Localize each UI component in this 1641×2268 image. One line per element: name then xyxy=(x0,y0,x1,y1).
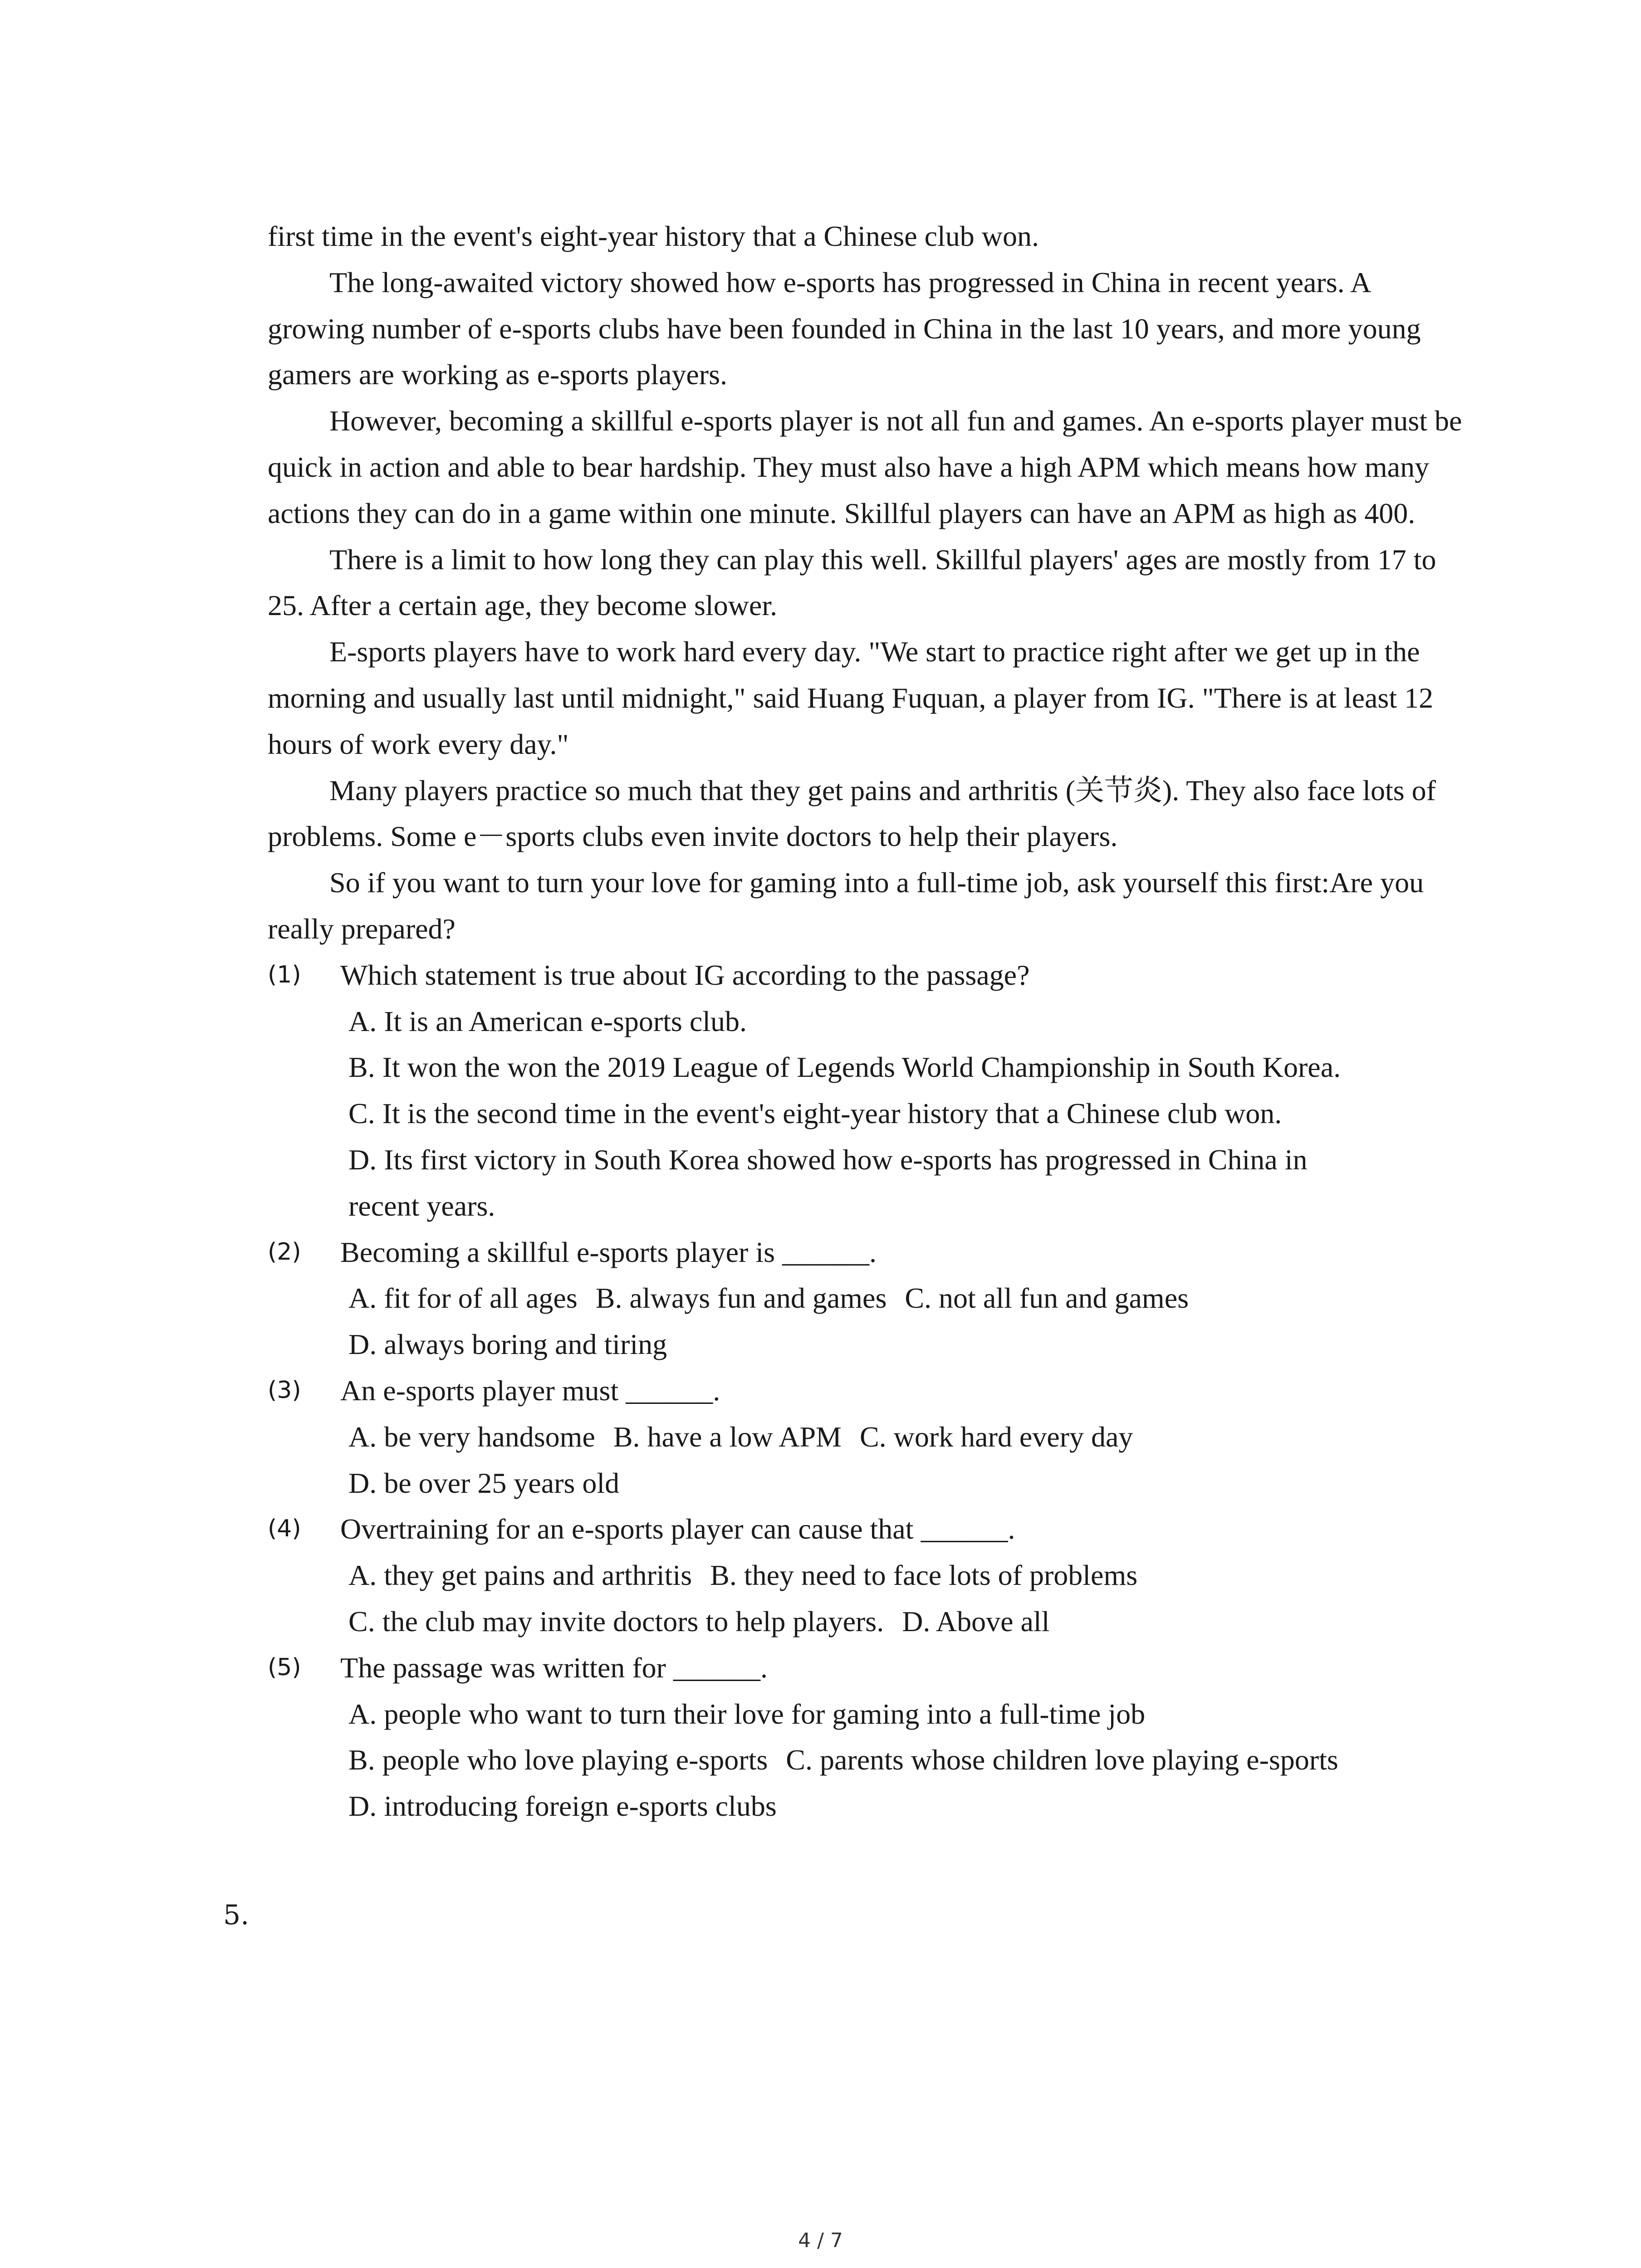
answer-option: A. be very handsome xyxy=(348,1420,595,1453)
question-stem xyxy=(268,1645,1465,1691)
answer-option: D. Above all xyxy=(902,1605,1050,1637)
answer-options-row xyxy=(268,1737,1465,1783)
question-number: (1) xyxy=(268,961,301,988)
question-number: (3) xyxy=(268,1376,301,1404)
question-text: An e-sports player must ______. xyxy=(340,1374,720,1407)
answer-options-row xyxy=(268,1552,1465,1598)
answer-option: C. It is the second time in the event's eight-year history that a Chinese club won. xyxy=(348,1097,1282,1130)
answer-options-row xyxy=(268,1275,1465,1321)
next-item-number: 5. xyxy=(223,1899,250,1931)
question-4 xyxy=(268,1506,1465,1644)
question-5 xyxy=(268,1645,1465,1829)
question-text: The passage was written for ______. xyxy=(340,1651,768,1684)
question-number: (5) xyxy=(268,1653,301,1681)
question-text: Overtraining for an e-sports player can cause that ______. xyxy=(340,1513,1015,1545)
answer-options-row xyxy=(268,1414,1465,1460)
answer-option: C. work hard every day xyxy=(859,1420,1133,1453)
answer-option: C. not all fun and games xyxy=(905,1282,1189,1315)
answer-option: A. people who want to turn their love for gaming into a full-time job xyxy=(348,1697,1146,1730)
question-stem xyxy=(268,1229,1465,1276)
answer-option: D. introducing foreign e-sports clubs xyxy=(348,1790,777,1823)
answer-option: A. they get pains and arthritis xyxy=(348,1559,692,1592)
passage-paragraph: first time in the event's eight-year history that a Chinese club won. xyxy=(268,220,1039,252)
answer-option: D. be over 25 years old xyxy=(348,1466,620,1499)
question-3 xyxy=(268,1368,1465,1506)
answer-option-continuation: recent years. xyxy=(348,1189,495,1222)
answer-option: B. always fun and games xyxy=(595,1282,887,1315)
question-2 xyxy=(268,1229,1465,1368)
passage-paragraph: E-sports players have to work hard every day. "We start to practice right after we get up in the morning and usually last until midnight," said Huang Fuquan, a player from IG. "There is at least 12 hours of work every day." xyxy=(268,635,1434,760)
question-stem xyxy=(268,1506,1465,1552)
answer-option: B. It won the won the 2019 League of Legends World Championship in South Korea. xyxy=(348,1051,1341,1084)
answer-option: C. parents whose children love playing e-sports xyxy=(786,1744,1338,1776)
answer-option: B. people who love playing e-sports xyxy=(348,1744,768,1776)
passage-paragraph: So if you want to turn your love for gaming into a full-time job, ask yourself this first:Are you really prepared? xyxy=(268,866,1424,945)
question-number: (4) xyxy=(268,1515,301,1543)
passage-paragraph: The long-awaited victory showed how e-sports has progressed in China in recent years. A growing number of e-sports clubs have been founded in China in the last 10 years, and more young gamers are working as e-sports players. xyxy=(268,266,1421,391)
reading-section xyxy=(268,213,1465,1829)
question-stem xyxy=(268,952,1465,998)
answer-option: C. the club may invite doctors to help players. xyxy=(348,1605,884,1637)
question-text: Becoming a skillful e-sports player is ______. xyxy=(340,1236,877,1268)
answer-options-row xyxy=(268,1598,1465,1645)
question-stem xyxy=(268,1368,1465,1414)
question-1 xyxy=(268,952,1465,1229)
answer-option: A. fit for of all ages xyxy=(348,1282,578,1315)
passage-paragraph: There is a limit to how long they can play this well. Skillful players' ages are mostly from 17 to 25. After a certain age, they become slower. xyxy=(268,543,1436,622)
answer-option: A. It is an American e-sports club. xyxy=(348,1005,747,1037)
passage-paragraph: However, becoming a skillful e-sports player is not all fun and games. An e-sports player must be quick in action and able to bear hardship. They must also have a high APM which means how many actions they can do in a game within one minute. Skillful players can have an APM as high as 400. xyxy=(268,405,1462,529)
answer-option: D. always boring and tiring xyxy=(348,1328,667,1361)
passage-paragraph: Many players practice so much that they get pains and arthritis (关节炎). They also face lots of problems. Some e－sports clubs even invite doctors to help their players. xyxy=(268,774,1436,853)
page-number: 4 / 7 xyxy=(798,2229,843,2252)
answer-option: B. they need to face lots of problems xyxy=(710,1559,1138,1592)
question-number: (2) xyxy=(268,1238,301,1266)
answer-option: B. have a low APM xyxy=(613,1420,842,1453)
question-text: Which statement is true about IG according to the passage? xyxy=(340,958,1030,991)
answer-option: D. Its first victory in South Korea showed how e-sports has progressed in China in xyxy=(348,1143,1308,1176)
